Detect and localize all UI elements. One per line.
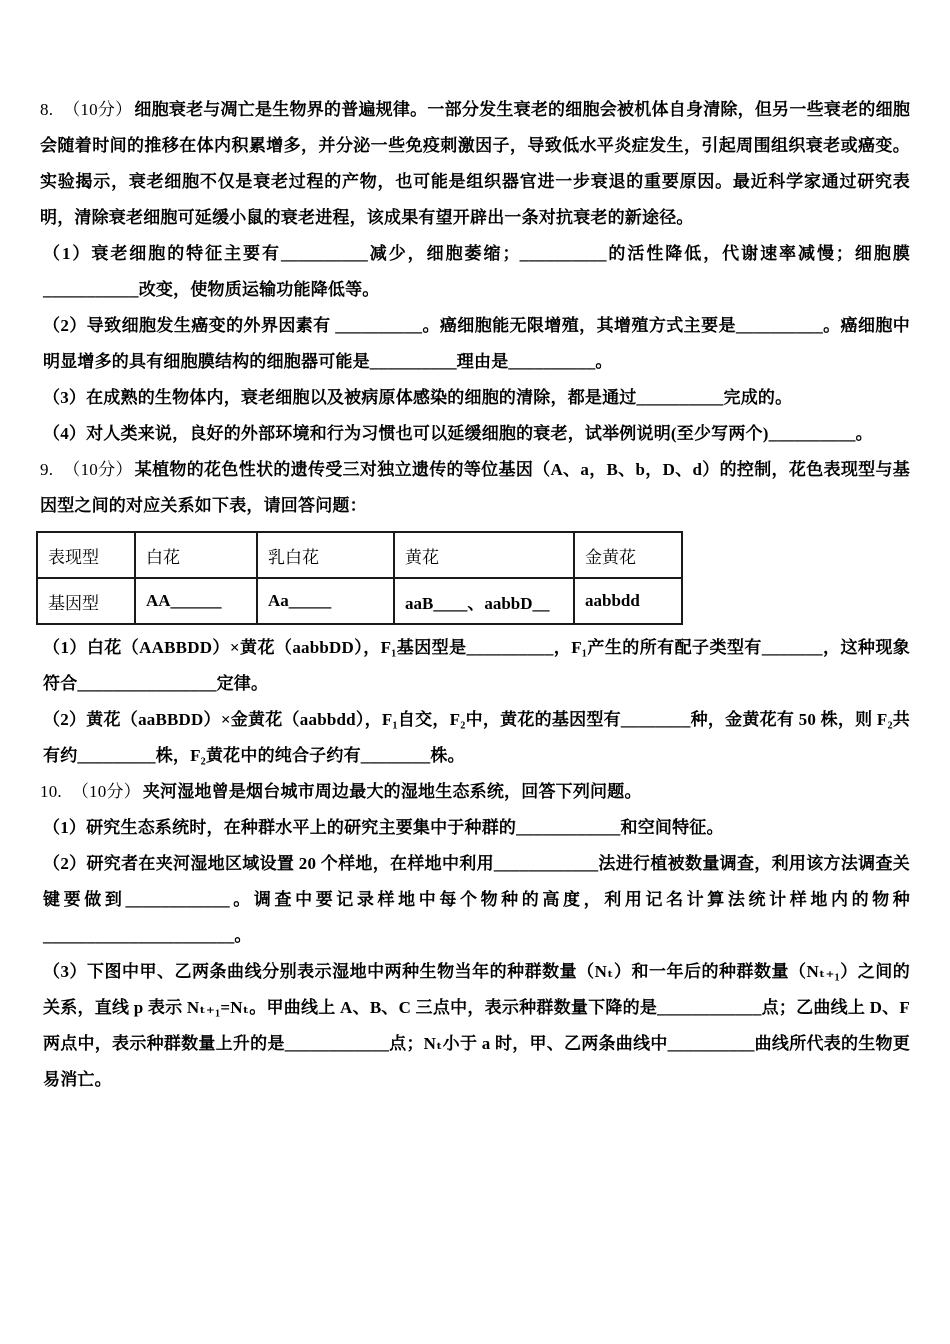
question-10-number: 10. <box>40 782 62 801</box>
question-8-item-3: （3）在成熟的生物体内，衰老细胞以及被病原体感染的细胞的清除，都是通过__________完成的。 <box>43 388 793 407</box>
question-10-text: 夹河湿地曾是烟台城市周边最大的湿地生态系统，回答下列问题。 <box>142 782 642 801</box>
table-cell-white-flower: 白花 <box>135 532 257 578</box>
table-cell-phenotype-label: 表现型 <box>37 532 135 578</box>
question-9-score: （10分） <box>63 460 133 479</box>
question-8-intro <box>40 92 910 236</box>
question-10-intro <box>40 774 910 810</box>
question-9 <box>40 452 910 774</box>
table-cell-milky-white-flower: 乳白花 <box>257 532 394 578</box>
question-8-score: （10分） <box>63 100 133 119</box>
question-10-score: （10分） <box>71 782 141 801</box>
question-8-item-2: （2）导致细胞发生癌变的外界因素有 __________。癌细胞能无限增殖，其增殖方式主要是__________。癌细胞中明显增多的具有细胞膜结构的细胞器可能是__________理由是__________。 <box>43 316 910 371</box>
question-10-item-3: （3）下图中甲、乙两条曲线分别表示湿地中两种生物当年的种群数量（Nₜ）和一年后的种群数量（Nₜ₊₁）之间的关系，直线 p 表示 Nₜ₊₁=Nₜ。甲曲线上 A、B、C 三点中，表示种群数量下降的是____________点；乙曲线上 D、F 两点中，表示种群数量上升的是____________点；Nₜ小于 a 时，甲、乙两条曲线中__________曲线所代表的生物更易消亡。 <box>43 962 910 1089</box>
question-8-item-4: （4）对人类来说，良好的外部环境和行为习惯也可以延缓细胞的衰老，试举例说明(至少写两个)__________。 <box>43 424 873 443</box>
question-10-item-1: （1）研究生态系统时，在种群水平上的研究主要集中于种群的____________和空间特征。 <box>43 818 724 837</box>
table-cell-genotype-yellow: aaB____、aabbD__ <box>394 578 574 624</box>
question-8 <box>40 92 910 452</box>
table-row-genotype <box>37 578 682 624</box>
question-8-text: 细胞衰老与凋亡是生物界的普遍规律。一部分发生衰老的细胞会被机体自身清除，但另一些衰老的细胞会随着时间的推移在体内积累增多，并分泌一些免疫刺激因子，导致低水平炎症发生，引起周围组织衰老或癌变。实验揭示，衰老细胞不仅是衰老过程的产物，也可能是组织器官进一步衰退的重要原因。最近科学家通过研究表明，清除衰老细胞可延缓小鼠的衰老进程，该成果有望开辟出一条对抗衰老的新途径。 <box>40 100 911 227</box>
question-8-number: 8. <box>40 100 54 119</box>
table-cell-genotype-white: AA______ <box>135 578 257 624</box>
question-8-item-1: （1）衰老细胞的特征主要有__________减少，细胞萎缩；__________的活性降低，代谢速率减慢；细胞膜___________改变，使物质运输功能降低等。 <box>43 244 910 299</box>
question-9-item-2: （2）黄花（aaBBDD）×金黄花（aabbdd），F₁自交，F₂中，黄花的基因型有________种，金黄花有 50 株，则 F₂共有约_________株，F₂黄花中的纯合子约有________株。 <box>43 710 910 765</box>
table-cell-genotype-label: 基因型 <box>37 578 135 624</box>
question-9-number: 9. <box>40 460 54 479</box>
table-row-phenotype <box>37 532 682 578</box>
flower-color-genotype-table <box>36 531 683 625</box>
table-cell-genotype-golden: aabbdd <box>574 578 682 624</box>
table-cell-golden-flower: 金黄花 <box>574 532 682 578</box>
question-10-item-2: （2）研究者在夹河湿地区域设置 20 个样地，在样地中利用____________法进行植被数量调查，利用该方法调查关键要做到____________。调查中要记录样地中每个物种的高度，利用记名计算法统计样地内的物种______________________。 <box>43 854 910 945</box>
question-9-item-1: （1）白花（AABBDD）×黄花（aabbDD），F₁基因型是__________，F₁产生的所有配子类型有_______，这种现象符合________________定律。 <box>43 638 910 693</box>
question-9-intro <box>40 452 910 524</box>
question-10 <box>40 774 910 1098</box>
table-cell-genotype-milky: Aa_____ <box>257 578 394 624</box>
question-9-text: 某植物的花色性状的遗传受三对独立遗传的等位基因（A、a，B、b，D、d）的控制，花色表现型与基因型之间的对应关系如下表，请回答问题： <box>40 460 911 515</box>
table-cell-yellow-flower: 黄花 <box>394 532 574 578</box>
